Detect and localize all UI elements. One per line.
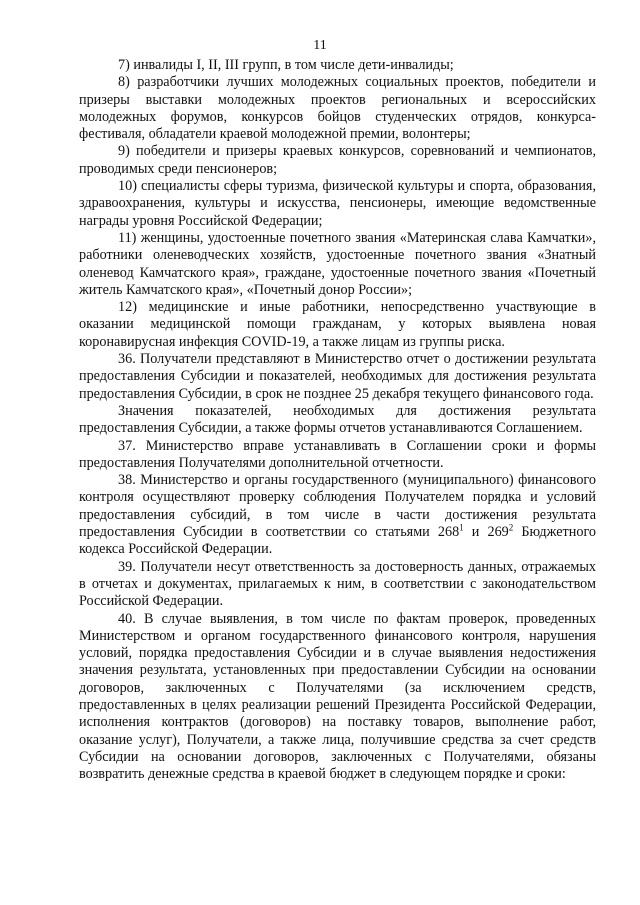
list-item-7: 7) инвалиды I, II, III групп, в том числе дети-инвалиды; <box>118 57 454 73</box>
superscript-1: 1 <box>459 522 464 533</box>
list-item-12: 12) медицинские и иные работники, непосредственно участвующие в оказании медицинской помощи гражданам, у которых выявлена новая коронавирусная инфекция COVID-19, а также лицам из группы риска. <box>79 299 596 350</box>
clause-40: 40. В случае выявления, в том числе по фактам проверок, проведенных Министерством и органом государственного финансового контроля, нарушения условий, порядка предоставления Субсидии и в случае выявления недостижения значения результата, установленных при предоставлении Субсидии на основании договоров, заключенных с Получателями (за исключением средств, предоставленных в целях реализации решений Президента Российской Федерации, исполнения контрактов (договоров) на поставку товаров, выполнение работ, оказание услуг), Получатели, а также лица, получившие средства за счет средств Субсидии на основании договоров, заключенных с Получателями, обязаны возвратить денежные средства в краевой бюджет в следующем порядке и сроки: <box>79 610 596 783</box>
clause-36-indicators: Значения показателей, необходимых для достижения результата предоставления Субсидии, а также формы отчетов устанавливаются Соглашением. <box>79 402 596 437</box>
clause-38-text-after: Бюджетного кодекса Российской Федерации. <box>79 524 596 558</box>
clause-37: 37. Министерство вправе устанавливать в Соглашении сроки и формы предоставления Получателями дополнительной отчетности. <box>79 437 596 471</box>
list-item-9: 9) победители и призеры краевых конкурсов, соревнований и чемпионатов, проводимых среди пенсионеров; <box>79 143 596 177</box>
clause-39: 39. Получатели несут ответственность за достоверность данных, отражаемых в отчетах и документах, прилагаемых к ним, в соответствии с законодательством Российской Федерации. <box>79 558 596 610</box>
list-item-10: 10) специалисты сферы туризма, физической культуры и спорта, образования, здравоохранения, культуры и искусства, пенсионеры, имеющие ведомственные награды уровня Российской Федерации; <box>79 178 596 229</box>
list-item-8: 8) разработчики лучших молодежных социальных проектов, победители и призеры выставки молодежных проектов региональных и всероссийских молодежных форумов, конкурсов бойцов студенческих отрядов, конкурса-фестиваля, обладатели краевой молодежной премии, волонтеры; <box>79 74 596 143</box>
list-item-11: 11) женщины, удостоенные почетного звания «Материнская слава Камчатки», работники оленеводческих хозяйств, удостоенные почетного звания «Знатный оленевод Камчатского края», граждане, удостоенные почетного звания «Почетный житель Камчатского края», «Почетный донор России»; <box>79 229 596 298</box>
clause-36: 36. Получатели представляют в Министерство отчет о достижении результата предоставления Субсидии и показателей, необходимых для достижения результата предоставления Субсидии, в срок не позднее 25 декабря текущего финансового года. <box>79 351 596 402</box>
clause-38-text-middle: и 269 <box>463 524 509 541</box>
document-body <box>79 57 596 783</box>
page-number: 11 <box>313 38 327 53</box>
clause-38 <box>79 472 596 558</box>
superscript-2: 2 <box>508 522 514 533</box>
clause-38-text-before: 38. Министерство и органы государственного (муниципального) финансового контроля осуществляют проверку соблюдения Получателем порядка и условий предоставления субсидий, в том числе в части достижения результата предоставления Субсидии в соответствии со статьями 268 <box>79 472 596 541</box>
